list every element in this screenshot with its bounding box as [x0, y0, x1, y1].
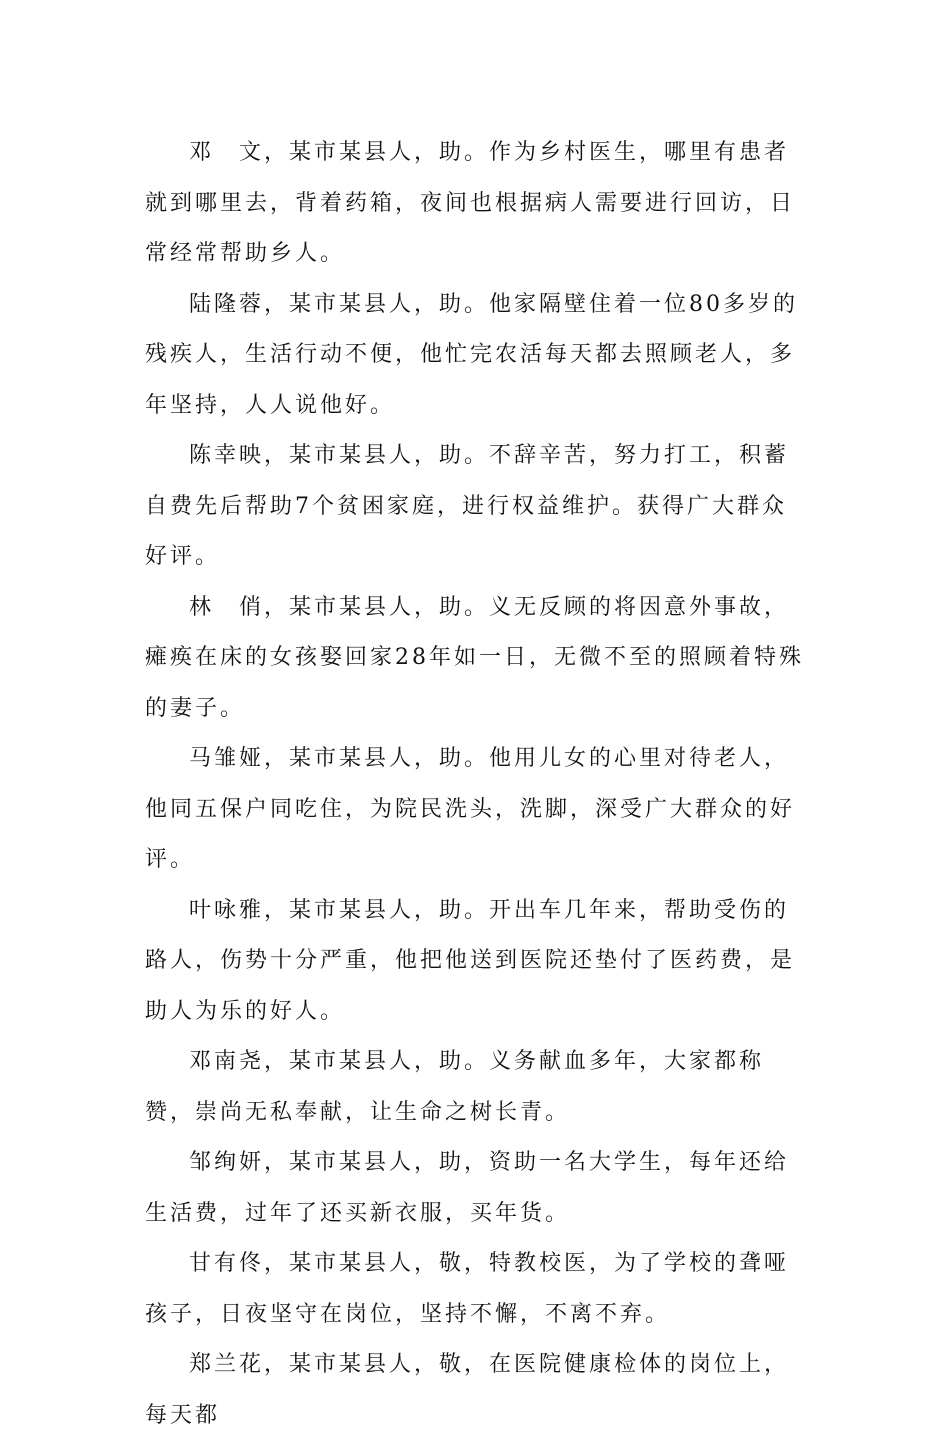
paragraph: 叶咏雅，某市某县人，助。开出车几年来，帮助受伤的路人，伤势十分严重，他把他送到医院还垫付了医药费，是助人为乐的好人。: [145, 897, 796, 1024]
paragraph: 陈幸映，某市某县人，助。不辞辛苦，努力打工，积蓄自费先后帮助7个贫困家庭，进行权益维护。获得广大群众好评。: [145, 443, 790, 569]
paragraph: 郑兰花，某市某县人，敬，在医院健康检体的岗位上，每天都: [145, 1352, 790, 1428]
document-body: [145, 128, 810, 1441]
paragraph: 陆隆蓉，某市某县人，助。他家隔壁住着一位80多岁的残疾人，生活行动不便，他忙完农活每天都去照顾老人，多年坚持，人人说他好。: [145, 291, 798, 418]
paragraph: 林 俏，某市某县人，助。义无反顾的将因意外事故，瘫痪在床的女孩娶回家28年如一日，无微不至的照顾着特殊的妻子。: [145, 594, 804, 721]
paragraph: 马雏娅，某市某县人，助。他用儿女的心里对待老人，他同五保户同吃住，为院民洗头，洗脚，深受广大群众的好评。: [145, 746, 796, 872]
paragraph: 邓 文，某市某县人，助。作为乡村医生，哪里有患者就到哪里去，背着药箱，夜间也根据病人需要进行回访，日常经常帮助乡人。: [145, 140, 796, 266]
paragraph: 邹绚妍，某市某县人，助，资助一名大学生，每年还给生活费，过年了还买新衣服，买年货。: [145, 1150, 790, 1226]
paragraph: 甘有佟，某市某县人，敬，特教校医，为了学校的聋哑孩子，日夜坚守在岗位，坚持不懈，不离不弃。: [145, 1251, 790, 1327]
paragraph: 邓南尧，某市某县人，助。义务献血多年，大家都称赞，崇尚无私奉献，让生命之树长青。: [145, 1049, 765, 1125]
